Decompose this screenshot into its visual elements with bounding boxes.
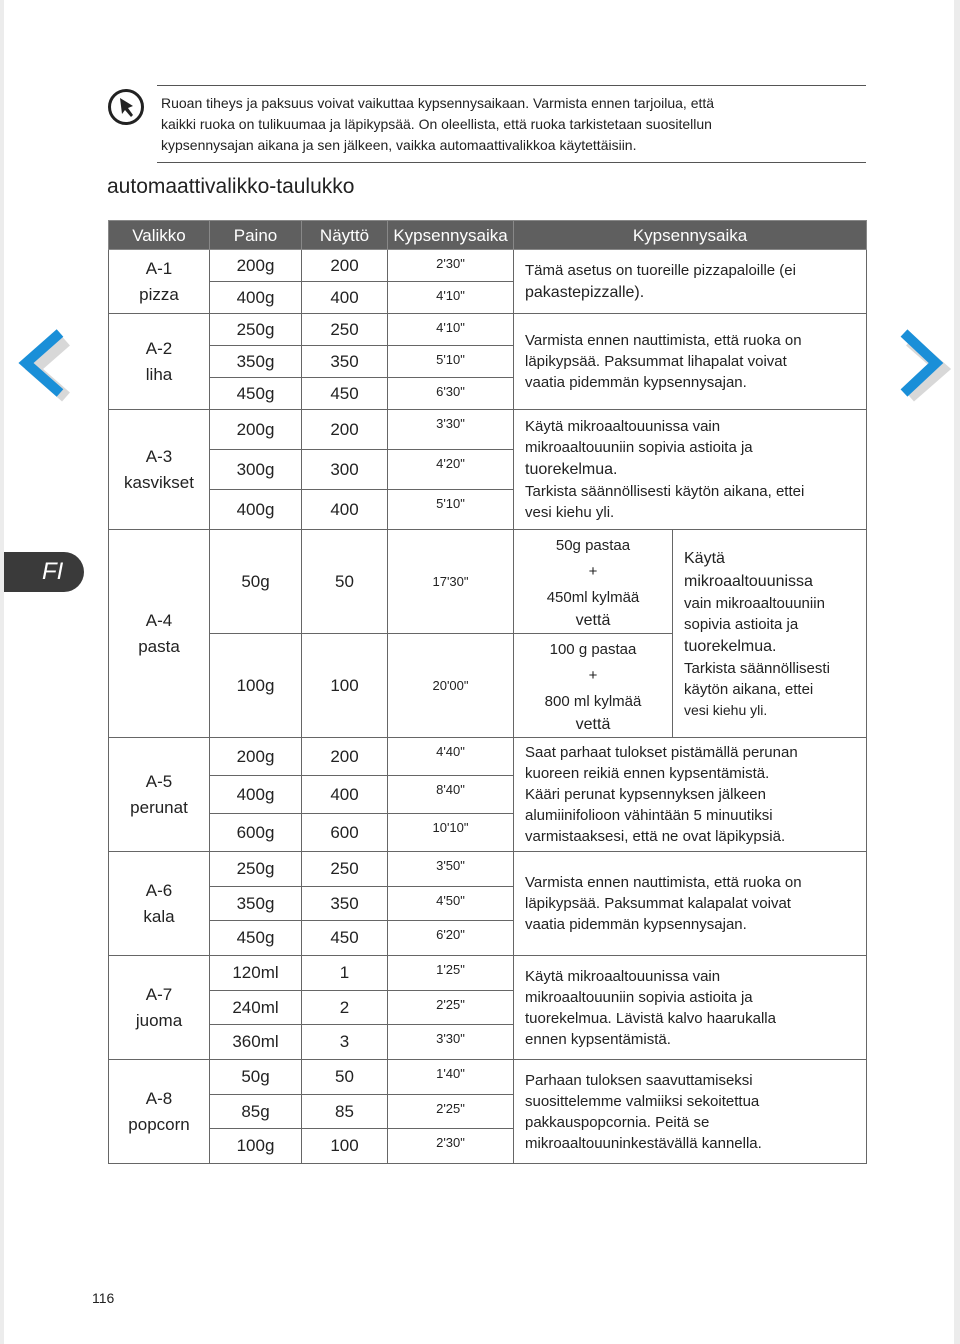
program-name: liha <box>145 364 173 384</box>
section-title: automaattivalikko-taulukko <box>107 175 355 198</box>
time-cell: 1'25" <box>388 956 514 991</box>
time-cell: 4'10" <box>388 314 514 346</box>
chevron-right-icon[interactable] <box>892 325 952 409</box>
weight-cell: 450g <box>210 378 302 410</box>
notes-line: pakkauspopcornia. Peitä se <box>525 1113 710 1131</box>
program-cell <box>109 852 210 956</box>
notes-cell <box>514 738 867 852</box>
notes-cell <box>514 956 867 1060</box>
pushpin-icon <box>107 88 145 126</box>
time-cell: 5'10" <box>388 490 514 530</box>
program-cell <box>109 410 210 530</box>
time-cell: 20'00" <box>388 634 514 738</box>
note-line: kypsennysajan aikana ja sen jälkeen, vaikka automaattivalikkoa käytettäisiin. <box>161 137 637 153</box>
program-code: A-8 <box>145 1088 173 1108</box>
weight-cell: 50g <box>210 530 302 634</box>
display-cell: 3 <box>302 1025 388 1060</box>
display-cell: 200 <box>302 738 388 776</box>
weight-cell: 400g <box>210 490 302 530</box>
program-code: A-2 <box>145 338 173 358</box>
table-row <box>109 738 867 776</box>
notes-line: mikroaaltouuninkestävällä kannella. <box>525 1134 762 1152</box>
table-row <box>109 410 867 450</box>
program-cell <box>109 956 210 1060</box>
time-cell: 4'40" <box>388 738 514 776</box>
notes-line: Varmista ennen nauttimista, että ruoka on <box>525 332 802 349</box>
display-cell: 350 <box>302 887 388 921</box>
notes-line: läpikypsää. Paksummat lihapalat voivat <box>525 353 787 370</box>
note-top-rule <box>157 85 866 86</box>
display-cell: 400 <box>302 490 388 530</box>
weight-cell: 350g <box>210 887 302 921</box>
weight-cell: 100g <box>210 634 302 738</box>
header-weight: Paino <box>210 221 302 250</box>
weight-cell: 100g <box>210 1129 302 1164</box>
chevron-left-icon[interactable] <box>12 325 72 409</box>
program-code: A-6 <box>145 880 173 900</box>
time-cell: 3'30" <box>388 1025 514 1060</box>
program-cell <box>109 530 210 738</box>
program-code: A-1 <box>145 258 173 278</box>
notes-line: vaatia pidemmän kypsennysajan. <box>525 916 747 933</box>
table-row <box>109 314 867 346</box>
program-name: juoma <box>135 1010 183 1030</box>
notes-line: tuorekelmua. <box>684 637 777 655</box>
weight-cell: 400g <box>210 776 302 814</box>
program-code: A-7 <box>145 984 173 1004</box>
display-cell: 50 <box>302 530 388 634</box>
notes-line: Varmista ennen nauttimista, että ruoka on <box>525 874 802 891</box>
table-row <box>109 250 867 282</box>
notes-line: suosittelemme valmiiksi sekoitettua <box>525 1092 760 1110</box>
notes-line: sopivia astioita ja <box>684 615 799 633</box>
header-menu: Valikko <box>109 221 210 250</box>
amount-line: vettä <box>575 611 611 629</box>
notes-line: läpikypsää. Paksummat kalapalat voivat <box>525 895 791 912</box>
weight-cell: 350g <box>210 346 302 378</box>
time-cell: 2'25" <box>388 991 514 1025</box>
time-cell: 3'50" <box>388 852 514 887</box>
display-cell: 250 <box>302 852 388 887</box>
weight-cell: 450g <box>210 921 302 956</box>
notes-line: tuorekelmua. <box>525 461 618 478</box>
time-cell: 2'30" <box>388 1129 514 1164</box>
notes-line: ennen kypsentämistä. <box>525 1030 671 1048</box>
notes-line: Kääri perunat kypsennyksen jälkeen <box>525 786 766 803</box>
weight-cell: 250g <box>210 314 302 346</box>
time-cell: 2'25" <box>388 1095 514 1129</box>
program-cell <box>109 314 210 410</box>
weight-cell: 85g <box>210 1095 302 1129</box>
display-cell: 100 <box>302 634 388 738</box>
program-cell <box>109 250 210 314</box>
notes-cell <box>514 314 867 410</box>
amount-line: vettä <box>575 715 611 733</box>
notes-cell <box>514 250 867 314</box>
time-cell: 3'30" <box>388 410 514 450</box>
notes-line: pakastepizzalle). <box>525 283 645 301</box>
program-name: perunat <box>130 797 188 817</box>
weight-cell: 360ml <box>210 1025 302 1060</box>
display-cell: 200 <box>302 250 388 282</box>
weight-cell: 400g <box>210 282 302 314</box>
notes-line: Käytä mikroaaltouunissa vain <box>525 418 721 435</box>
header-notes: Kypsennysaika <box>514 221 867 250</box>
notes-line: mikroaaltouunissa <box>684 572 813 590</box>
weight-cell: 200g <box>210 738 302 776</box>
amount-line: 100 g pastaa <box>549 640 637 658</box>
amount-cell <box>514 634 673 738</box>
notes-cell <box>514 1060 867 1164</box>
page-number: 116 <box>92 1290 115 1306</box>
table-row <box>109 956 867 991</box>
notes-line: kuoreen reikiä ennen kypsentämistä. <box>525 765 770 782</box>
notes-cell <box>673 530 867 738</box>
notes-line: vesi kiehu yli. <box>684 701 768 718</box>
amount-line: + <box>588 666 598 684</box>
program-cell <box>109 1060 210 1164</box>
display-cell: 300 <box>302 450 388 490</box>
display-cell: 450 <box>302 378 388 410</box>
program-name: kala <box>143 906 175 926</box>
program-code: A-3 <box>145 446 173 466</box>
amount-line: 800 ml kylmää <box>544 692 642 710</box>
notes-line: Käytä <box>684 549 725 567</box>
notes-line: Saat parhaat tulokset pistämällä perunan <box>525 744 798 761</box>
language-tab: FI <box>4 552 84 592</box>
program-code: A-4 <box>145 610 173 630</box>
notes-line: tuorekelmua. Lävistä kalvo haarukalla <box>525 1009 776 1027</box>
time-cell: 10'10" <box>388 814 514 852</box>
display-cell: 600 <box>302 814 388 852</box>
display-cell: 400 <box>302 282 388 314</box>
notes-line: vesi kiehu yli. <box>525 504 615 521</box>
note-line: kaikki ruoka on tulikuumaa ja läpikypsää. On oleellista, että ruoka tarkistetaan suositellun <box>161 116 712 132</box>
weight-cell: 600g <box>210 814 302 852</box>
document-page <box>4 0 954 1344</box>
weight-cell: 120ml <box>210 956 302 991</box>
weight-cell: 200g <box>210 410 302 450</box>
time-cell: 6'20" <box>388 921 514 956</box>
time-cell: 5'10" <box>388 346 514 378</box>
weight-cell: 200g <box>210 250 302 282</box>
display-cell: 250 <box>302 314 388 346</box>
note-text <box>161 93 861 156</box>
notes-line: Tämä asetus on tuoreille pizzapaloille (ei <box>525 261 796 279</box>
display-cell: 350 <box>302 346 388 378</box>
notes-cell <box>514 410 867 530</box>
table-header-row <box>109 221 867 250</box>
program-name: pizza <box>139 284 179 304</box>
notes-line: Tarkista säännöllisesti käytön aikana, ettei <box>525 483 805 500</box>
display-cell: 450 <box>302 921 388 956</box>
display-cell: 1 <box>302 956 388 991</box>
notes-line: mikroaaltouuniin sopivia astioita ja <box>525 439 753 456</box>
program-name: popcorn <box>128 1114 190 1134</box>
notes-line: vain mikroaaltouuniin <box>684 594 825 612</box>
time-cell: 2'30" <box>388 250 514 282</box>
note-line: Ruoan tiheys ja paksuus voivat vaikuttaa kypsennysaikaan. Varmista ennen tarjoilua, että <box>161 95 715 111</box>
time-cell: 4'10" <box>388 282 514 314</box>
notes-line: Käytä mikroaaltouunissa vain <box>525 967 721 985</box>
notes-line: Parhaan tuloksen saavuttamiseksi <box>525 1071 753 1089</box>
notes-line: mikroaaltouuniin sopivia astioita ja <box>525 988 753 1006</box>
header-time: Kypsennysaika <box>388 221 514 250</box>
display-cell: 200 <box>302 410 388 450</box>
header-display: Näyttö <box>302 221 388 250</box>
time-cell: 4'20" <box>388 450 514 490</box>
time-cell: 8'40" <box>388 776 514 814</box>
amount-cell <box>514 530 673 634</box>
note-bottom-rule <box>157 162 866 163</box>
table-row <box>109 852 867 887</box>
program-code: A-5 <box>145 771 173 791</box>
auto-menu-table <box>108 220 867 1164</box>
notes-cell <box>514 852 867 956</box>
program-name: kasvikset <box>124 472 194 492</box>
time-cell: 6'30" <box>388 378 514 410</box>
weight-cell: 50g <box>210 1060 302 1095</box>
time-cell: 1'40" <box>388 1060 514 1095</box>
table-row <box>109 530 867 634</box>
weight-cell: 250g <box>210 852 302 887</box>
display-cell: 50 <box>302 1060 388 1095</box>
display-cell: 85 <box>302 1095 388 1129</box>
notes-line: varmistaaksesi, että ne ovat läpikypsiä. <box>525 828 786 845</box>
amount-line: 450ml kylmää <box>546 588 640 606</box>
display-cell: 400 <box>302 776 388 814</box>
weight-cell: 240ml <box>210 991 302 1025</box>
program-name: pasta <box>138 636 180 656</box>
display-cell: 100 <box>302 1129 388 1164</box>
notes-line: alumiinifolioon vähintään 5 minuutiksi <box>525 807 773 824</box>
table-row <box>109 1060 867 1095</box>
notes-line: käytön aikana, ettei <box>684 680 814 698</box>
notes-line: Tarkista säännöllisesti <box>684 659 830 677</box>
time-cell: 4'50" <box>388 887 514 921</box>
amount-line: 50g pastaa <box>555 536 631 554</box>
amount-line: + <box>588 562 598 580</box>
notes-line: vaatia pidemmän kypsennysajan. <box>525 374 747 391</box>
weight-cell: 300g <box>210 450 302 490</box>
time-cell: 17'30" <box>388 530 514 634</box>
program-cell <box>109 738 210 852</box>
display-cell: 2 <box>302 991 388 1025</box>
